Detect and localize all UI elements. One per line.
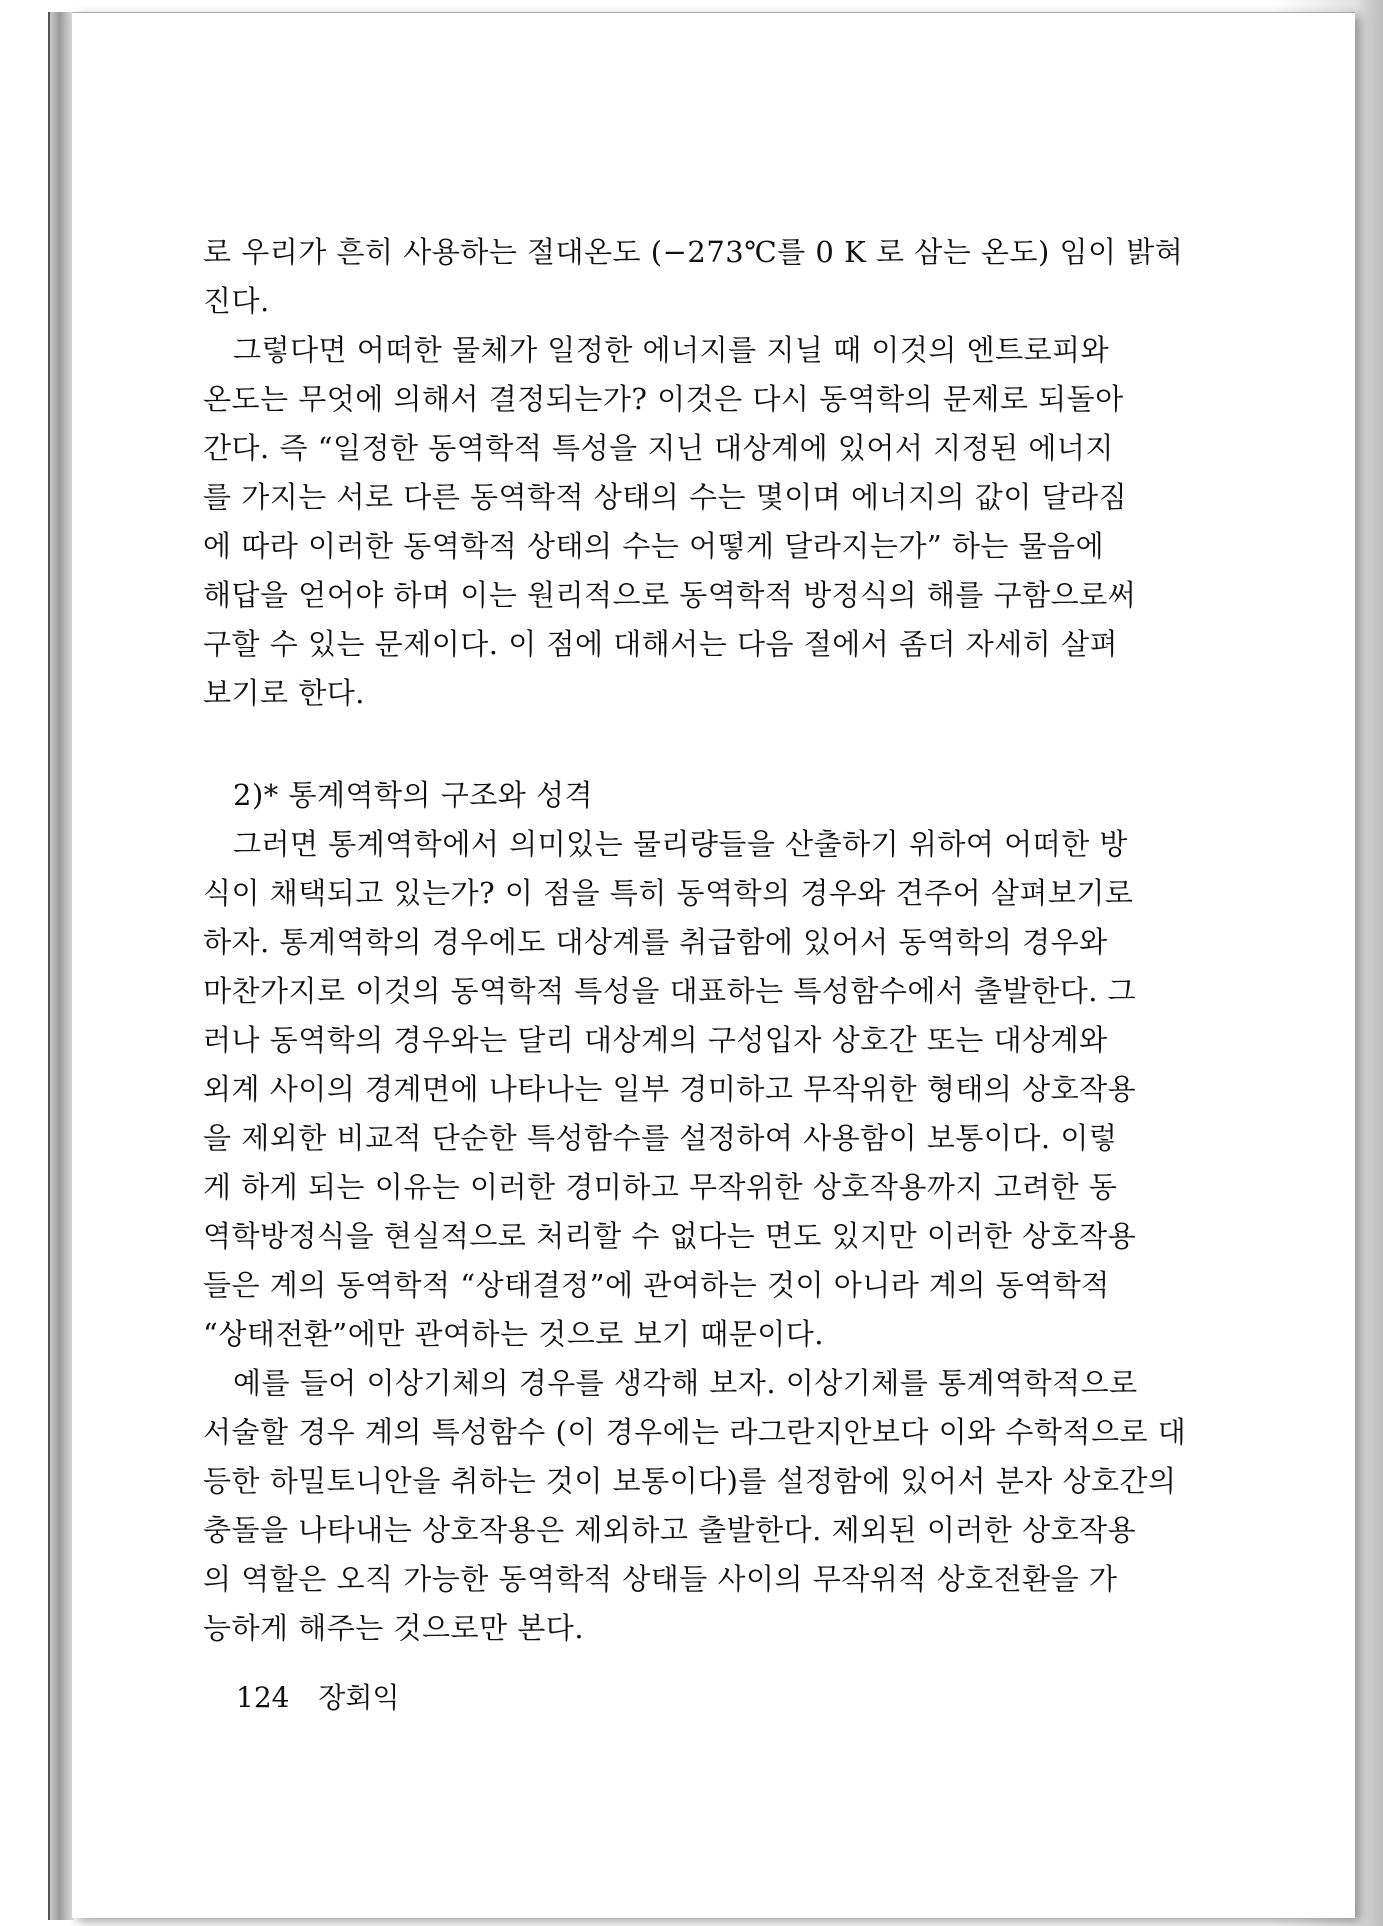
page-footer bbox=[236, 1676, 420, 1716]
text-line: 의 역할은 오직 가능한 동역학적 상태들 사이의 무작위적 상호전환을 가 bbox=[203, 1562, 1118, 1596]
text-line: 을 제외한 비교적 단순한 특성함수를 설정하여 사용함이 보통이다. 이렇 bbox=[203, 1121, 1118, 1155]
text-line: 서술할 경우 계의 특성함수 (이 경우에는 라그란지안보다 이와 수학적으로 대 bbox=[203, 1415, 1187, 1449]
text-line: 를 가지는 서로 다른 동역학적 상태의 수는 몇이며 에너지의 값이 달라짐 bbox=[203, 480, 1128, 514]
text-line: 간다. 즉 “일정한 동역학적 특성을 지닌 대상계에 있어서 지정된 에너지 bbox=[203, 431, 1114, 465]
text-line: 보기로 한다. bbox=[203, 676, 366, 710]
text-line: 들은 계의 동역학적 “상태결정”에 관여하는 것이 아니라 계의 동역학적 bbox=[203, 1268, 1110, 1302]
body-text bbox=[203, 228, 1213, 1653]
page-right-shadow bbox=[1355, 0, 1383, 1926]
footer-author: 장회익 bbox=[318, 1681, 400, 1714]
text-line: 그러면 통계역학에서 의미있는 물리량들을 산출하기 위하여 어떠한 방 bbox=[233, 827, 1128, 861]
text-line: 그렇다면 어떠한 물체가 일정한 에너지를 지닐 때 이것의 엔트로피와 bbox=[233, 333, 1110, 367]
text-line: 외계 사이의 경계면에 나타나는 일부 경미하고 무작위한 형태의 상호작용 bbox=[203, 1072, 1137, 1106]
paragraph-gap bbox=[203, 718, 1213, 771]
text-line: 등한 하밀토니안을 취하는 것이 보통이다)를 설정함에 있어서 분자 상호간의 bbox=[203, 1464, 1177, 1498]
text-line: 마찬가지로 이것의 동역학적 특성을 대표하는 특성함수에서 출발한다. 그 bbox=[203, 974, 1137, 1008]
text-line: 온도는 무엇에 의해서 결정되는가? 이것은 다시 동역학의 문제로 되돌아 bbox=[203, 382, 1124, 416]
text-line: 해답을 얻어야 하며 이는 원리적으로 동역학적 방정식의 해를 구함으로써 bbox=[203, 578, 1137, 612]
text-line: 러나 동역학의 경우와는 달리 대상계의 구성입자 상호간 또는 대상계와 bbox=[203, 1023, 1108, 1057]
text-line: 충돌을 나타내는 상호작용은 제외하고 출발한다. 제외된 이러한 상호작용 bbox=[203, 1513, 1137, 1547]
text-line: 구할 수 있는 문제이다. 이 점에 대해서는 다음 절에서 좀더 자세히 살펴 bbox=[203, 627, 1119, 661]
text-line: 게 하게 되는 이유는 이러한 경미하고 무작위한 상호작용까지 고려한 동 bbox=[203, 1170, 1118, 1204]
text-line: 능하게 해주는 것으로만 본다. bbox=[203, 1611, 585, 1645]
text-line: 식이 채택되고 있는가? 이 점을 특히 동역학의 경우와 견주어 살펴보기로 bbox=[203, 876, 1134, 910]
text-line: 예를 들어 이상기체의 경우를 생각해 보자. 이상기체를 통계역학적으로 bbox=[233, 1366, 1138, 1400]
text-line: 로 우리가 흔히 사용하는 절대온도 (−273℃를 0 K 로 삼는 온도) 임이 밝혀 bbox=[203, 235, 1184, 269]
page-stack-edge bbox=[48, 12, 74, 1920]
text-line: 에 따라 이러한 동역학적 상태의 수는 어떻게 달라지는가” 하는 물음에 bbox=[203, 529, 1105, 563]
text-line: 역학방정식을 현실적으로 처리할 수 없다는 면도 있지만 이러한 상호작용 bbox=[203, 1219, 1137, 1253]
section-heading: 2)* 통계역학의 구조와 성격 bbox=[233, 778, 594, 812]
page-number: 124 bbox=[236, 1681, 290, 1714]
text-line: 하자. 통계역학의 경우에도 대상계를 취급함에 있어서 동역학의 경우와 bbox=[203, 925, 1108, 959]
text-line: 진다. bbox=[203, 284, 270, 318]
text-line: “상태전환”에만 관여하는 것으로 보기 때문이다. bbox=[203, 1317, 825, 1351]
